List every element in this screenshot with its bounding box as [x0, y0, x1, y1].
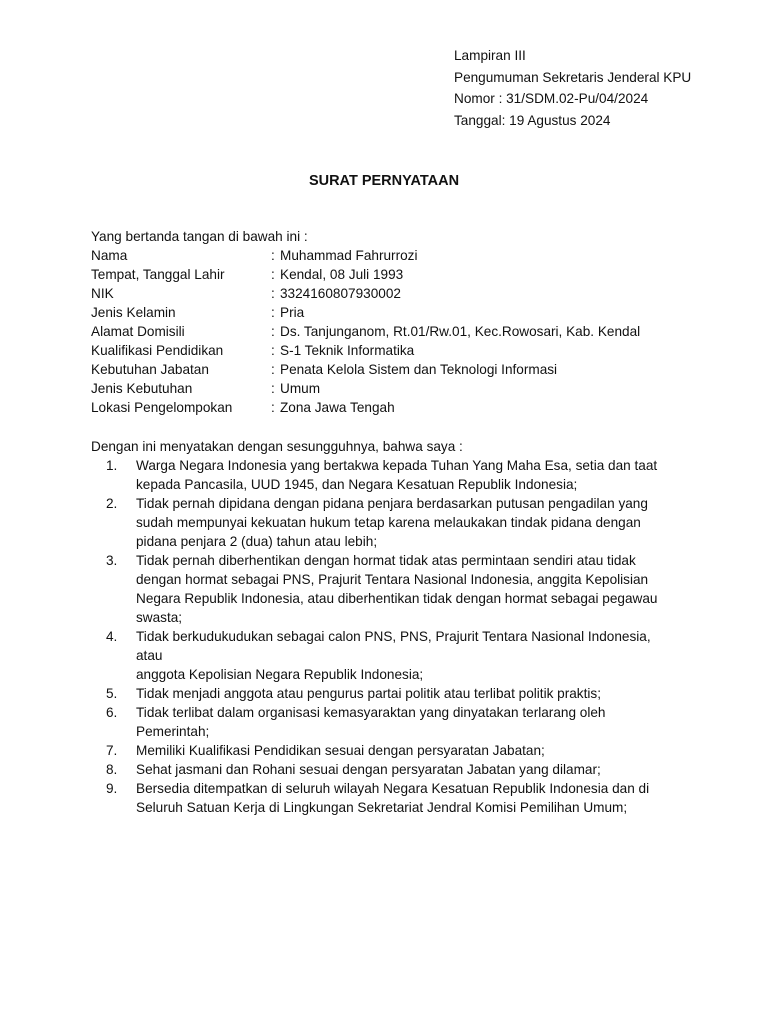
attachment-announcement: Pengumuman Sekretaris Jenderal KPU	[454, 69, 692, 85]
field-label: Jenis Kebutuhan	[91, 381, 193, 396]
list-item	[91, 494, 671, 551]
list-number: 4.	[106, 629, 118, 644]
list-item	[91, 551, 671, 627]
list-text: Warga Negara Indonesia yang bertakwa kepada Tuhan Yang Maha Esa, setia dan taat kepada Pancasila, UUD 1945, dan Negara Kesatuan Republik Indonesia;	[136, 458, 658, 492]
field-value: Penata Kelola Sistem dan Teknologi Informasi	[280, 362, 558, 377]
field-row-education	[91, 341, 691, 360]
list-text: Tidak terlibat dalam organisasi kemasyaraktan yang dinyatakan terlarang oleh Pemerintah;	[136, 705, 606, 739]
field-value: Zona Jawa Tengah	[280, 400, 395, 415]
field-value: S-1 Teknik Informatika	[280, 343, 415, 358]
field-label: NIK	[91, 286, 114, 301]
field-separator: :	[271, 362, 275, 377]
field-label: Kualifikasi Pendidikan	[91, 343, 224, 358]
list-number: 3.	[106, 553, 118, 568]
field-row-location	[91, 398, 691, 417]
field-row-nama	[91, 246, 691, 265]
field-separator: :	[271, 381, 275, 396]
list-number: 9.	[106, 781, 118, 796]
list-text: Tidak pernah diberhentikan dengan hormat tidak atas permintaan sendiri atau tidak dengan hormat sebagai PNS, Prajurit Tentara Nasional Indonesia, anggita Kepolisian Negara Republik Indonesia, atau diberhentikan tidak dengan hormat sebagai pegawau swasta;	[136, 553, 658, 625]
field-label: Nama	[91, 248, 128, 263]
field-label: Tempat, Tanggal Lahir	[91, 267, 225, 282]
attachment-header	[454, 45, 691, 131]
list-text: Tidak pernah dipidana dengan pidana penjara berdasarkan putusan pengadilan yang sudah mempunyai kekuatan hukum tetap karena melaukakan tindak pidana dengan pidana penjara 2 (dua) tahun atau lebih;	[136, 496, 648, 549]
list-text: Tidak berkudukudukan sebagai calon PNS, PNS, Prajurit Tentara Nasional Indonesia, atau anggota Kepolisian Negara Republik Indonesia;	[136, 629, 651, 682]
field-separator: :	[271, 248, 275, 263]
list-number: 2.	[106, 496, 118, 511]
field-row-address	[91, 322, 691, 341]
attachment-date: Tanggal: 19 Agustus 2024	[454, 112, 611, 128]
field-row-gender	[91, 303, 691, 322]
field-row-need-type	[91, 379, 691, 398]
field-separator: :	[271, 400, 275, 415]
list-text: Bersedia ditempatkan di seluruh wilayah Negara Kesatuan Republik Indonesia dan di Seluruh Satuan Kerja di Lingkungan Sekretariat Jendral Komisi Pemilihan Umum;	[136, 781, 650, 815]
field-label: Jenis Kelamin	[91, 305, 176, 320]
list-number: 6.	[106, 705, 118, 720]
field-row-position	[91, 360, 691, 379]
list-item	[91, 456, 671, 494]
field-row-birth	[91, 265, 691, 284]
field-separator: :	[271, 305, 275, 320]
field-value: 3324160807930002	[280, 286, 401, 301]
attachment-number: Nomor : 31/SDM.02-Pu/04/2024	[454, 91, 649, 106]
field-label: Alamat Domisili	[91, 324, 185, 339]
statement-list	[91, 456, 671, 817]
list-item	[91, 703, 671, 741]
list-item	[91, 760, 671, 779]
document-title: SURAT PERNYATAAN	[308, 173, 460, 189]
field-value: Ds. Tanjunganom, Rt.01/Rw.01, Kec.Rowosari, Kab. Kendal	[280, 324, 641, 339]
field-separator: :	[271, 286, 275, 301]
field-separator: :	[271, 267, 275, 282]
list-number: 1.	[106, 458, 118, 473]
list-number: 7.	[106, 743, 118, 758]
list-item	[91, 779, 671, 817]
field-separator: :	[271, 324, 275, 339]
field-value: Muhammad Fahrurrozi	[280, 248, 418, 263]
field-value: Kendal, 08 Juli 1993	[280, 267, 404, 282]
field-row-nik	[91, 284, 691, 303]
field-separator: :	[271, 343, 275, 358]
list-text: Memiliki Kualifikasi Pendidikan sesuai dengan persyaratan Jabatan;	[136, 743, 545, 758]
field-value: Umum	[280, 381, 321, 396]
field-value: Pria	[280, 305, 305, 320]
list-item	[91, 741, 671, 760]
field-label: Kebutuhan Jabatan	[91, 362, 209, 377]
attachment-label: Lampiran III	[454, 48, 526, 63]
list-item	[91, 627, 671, 684]
intro-text: Yang bertanda tangan di bawah ini :	[91, 229, 308, 244]
statement-lead: Dengan ini menyatakan dengan sesungguhnya, bahwa saya :	[91, 439, 463, 454]
field-label: Lokasi Pengelompokan	[91, 400, 233, 415]
identity-fields	[91, 246, 691, 417]
list-number: 8.	[106, 762, 118, 777]
list-text: Tidak menjadi anggota atau pengurus partai politik atau terlibat politik praktis;	[136, 686, 601, 701]
list-number: 5.	[106, 686, 118, 701]
list-text: Sehat jasmani dan Rohani sesuai dengan persyaratan Jabatan yang dilamar;	[136, 762, 601, 777]
list-item	[91, 684, 671, 703]
